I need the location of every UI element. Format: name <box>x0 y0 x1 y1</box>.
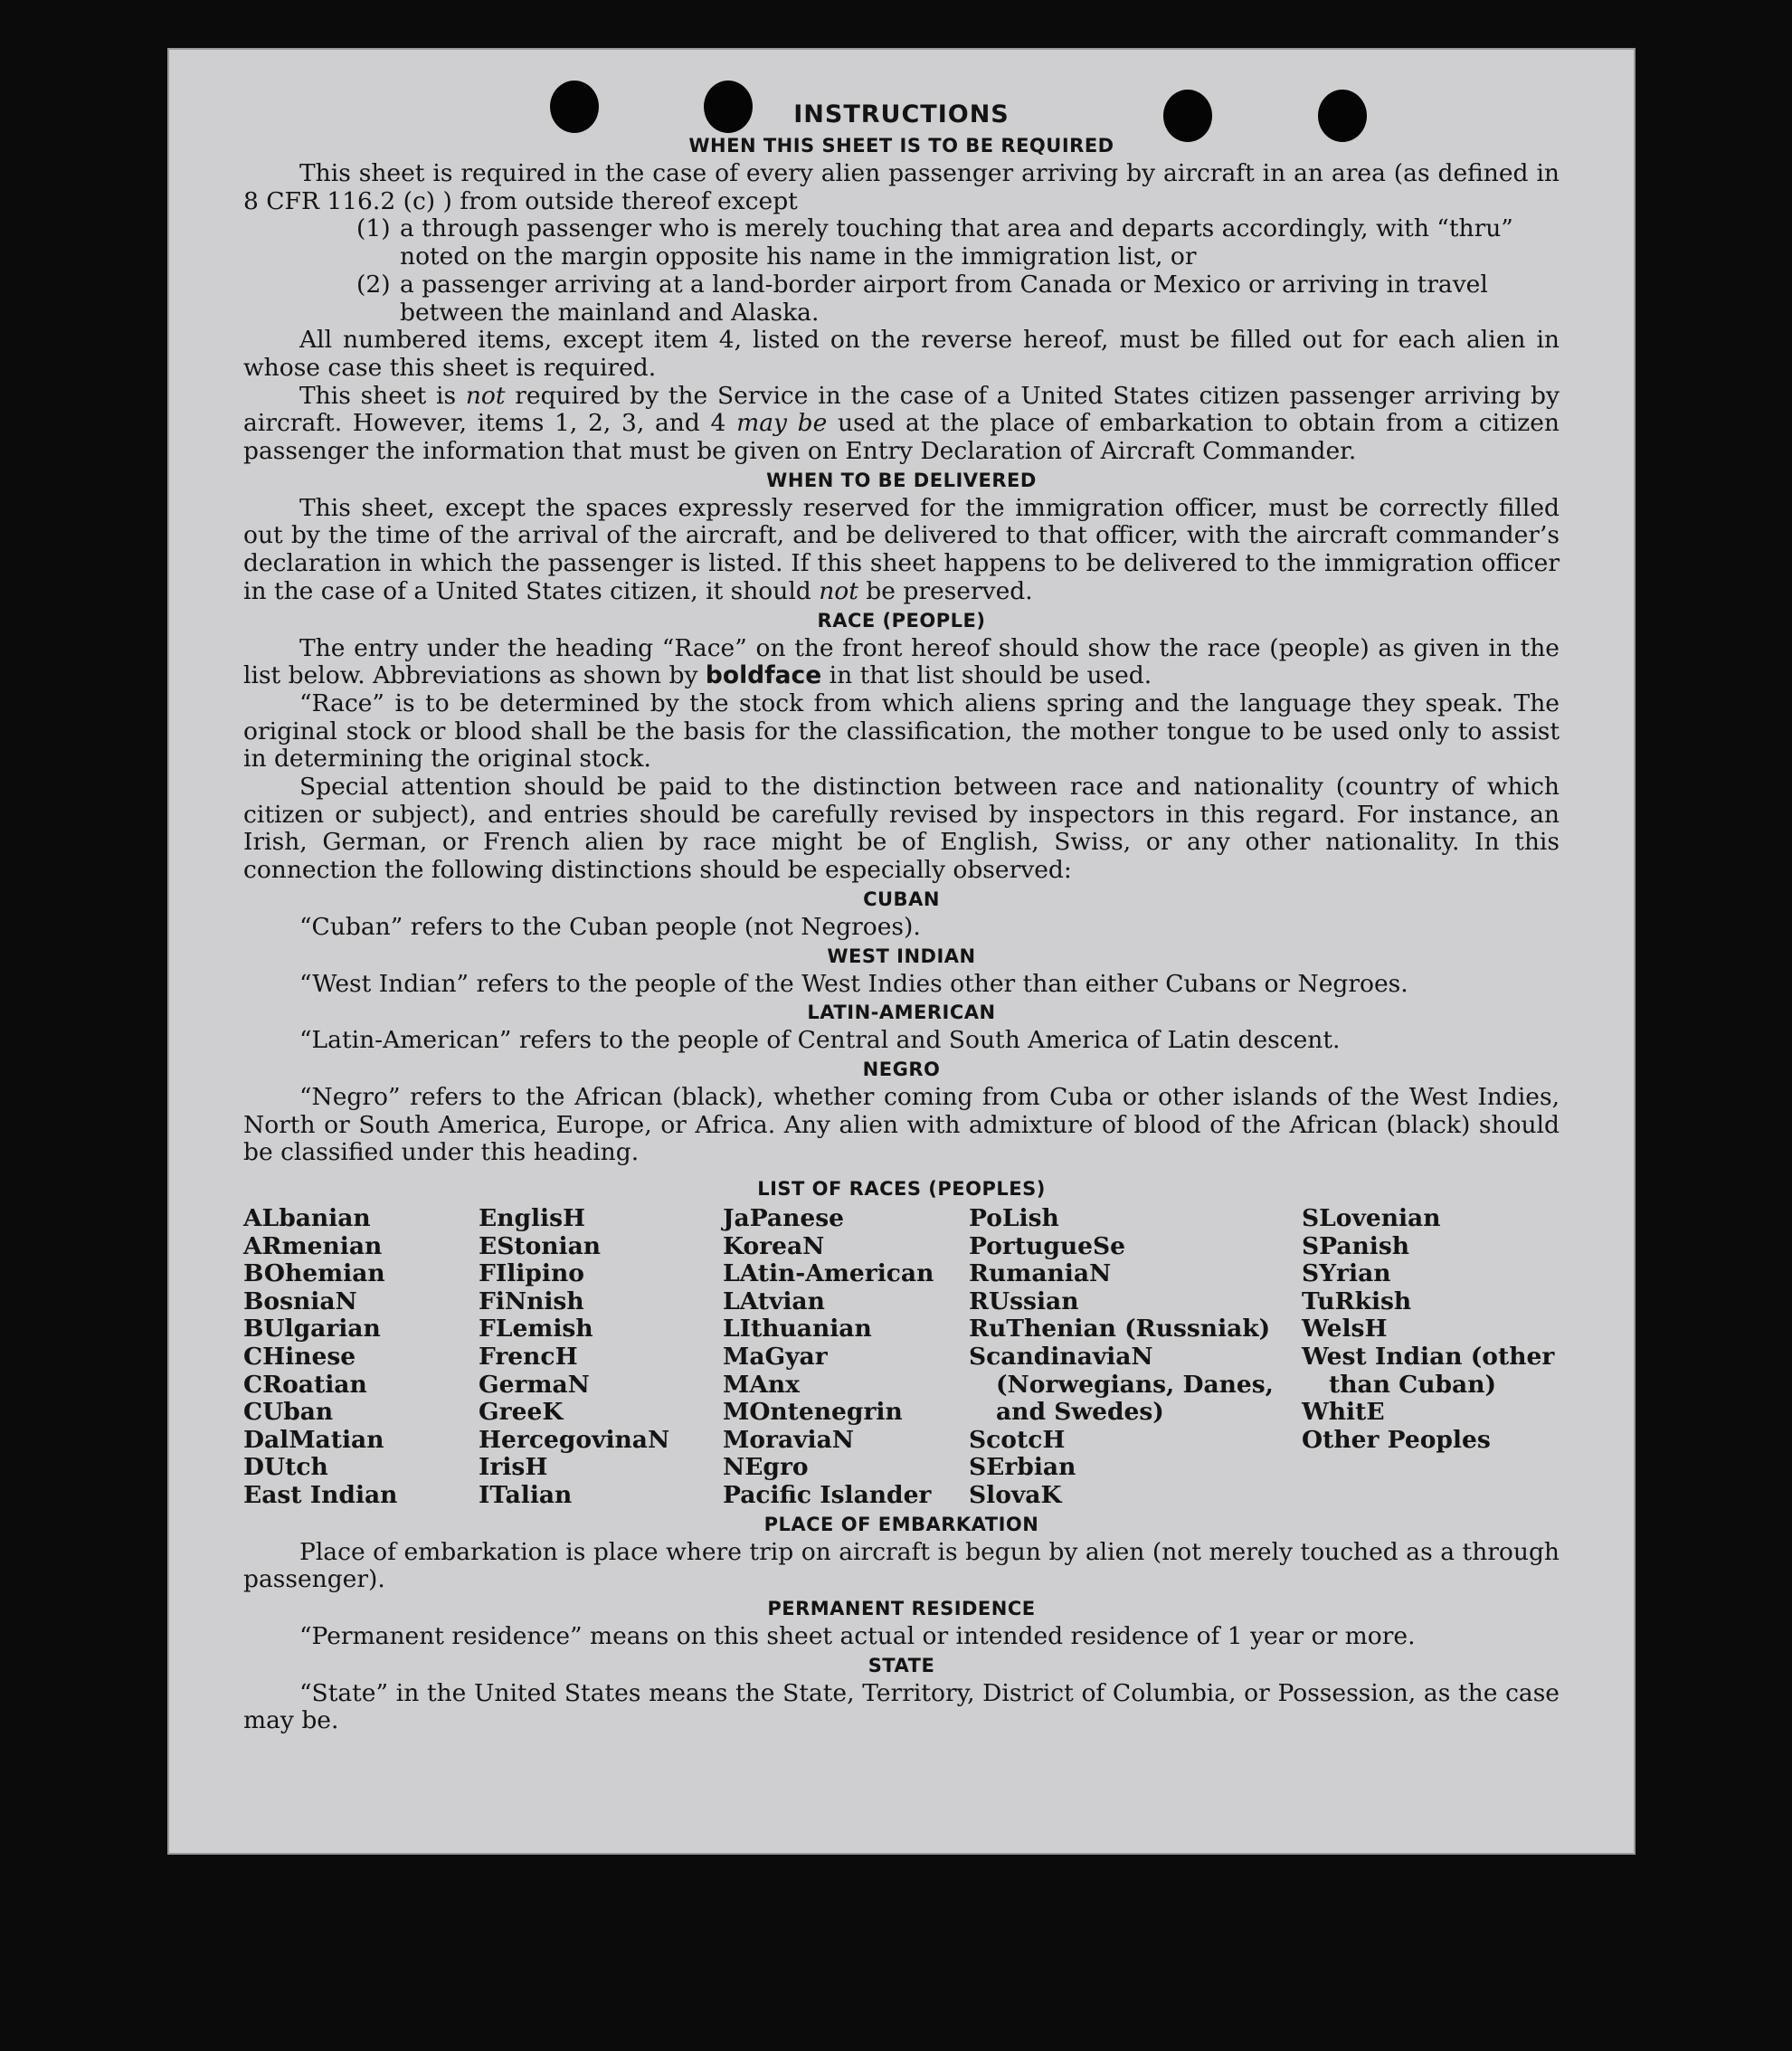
races-column <box>723 1205 969 1510</box>
race-entry: KoreaN <box>723 1231 825 1260</box>
required-paragraph-2: All numbered items, except item 4, listed on the reverse hereof, must be filled out for each alien in whose case this sheet is required. <box>243 326 1560 382</box>
race-entry: PoLish <box>969 1204 1059 1233</box>
race-entry: ScandinaviaN (Norwegians, Danes, and Swedes) <box>969 1343 1274 1427</box>
race-entry: DalMatian <box>243 1425 384 1454</box>
race-entry: CRoatian <box>243 1370 367 1399</box>
race-entry: SErbian <box>969 1453 1076 1482</box>
item-number: (2) <box>356 270 391 299</box>
race-entry: LAtvian <box>723 1287 825 1315</box>
document-sheet <box>167 48 1636 1855</box>
race-paragraph-1: The entry under the heading “Race” on the front hereof should show the race (people) as given in the list below. Abbreviations as shown by boldface in that list should be used. <box>243 633 1560 690</box>
race-entry: WhitE <box>1302 1398 1385 1427</box>
delivered-paragraph: This sheet, except the spaces expressly reserved for the immigration officer, must be correctly filled out by the time of the arrival of the aircraft, and be delivered to that officer, with the aircraft commander’s declaration in which the passenger is listed. If this sheet happens to be delivered to the immigration officer in the case of a United States citizen, it should not be preserved. <box>243 493 1560 605</box>
race-entry: WelsH <box>1302 1315 1388 1344</box>
race-entry: FLemish <box>479 1315 593 1344</box>
races-list <box>243 1205 1560 1510</box>
exception-item <box>243 271 1560 327</box>
residence-text: “Permanent residence” means on this sheet actual or intended residence of 1 year or more. <box>299 1622 1416 1651</box>
race-entry: IrisH <box>479 1453 548 1482</box>
race-entry: ARmenian <box>243 1231 383 1260</box>
race-entry: BOhemian <box>243 1259 385 1288</box>
race-entry: MAnx <box>723 1370 800 1399</box>
race-entry: CHinese <box>243 1343 356 1372</box>
race-entry: West Indian (other than Cuban) <box>1302 1343 1555 1399</box>
race-entry: Other Peoples <box>1302 1425 1491 1454</box>
races-column <box>1302 1205 1560 1510</box>
race-entry: GreeK <box>479 1398 564 1427</box>
race-entry: JaPanese <box>723 1204 845 1233</box>
race-paragraph-3: Special attention should be paid to the distinction between race and nationality (country of which citizen or subject), and entries should be carefully revised by inspectors in this regard. For instance, an Irish, German, or French alien by race might be of English, Swiss, or any other nationality. In this connection the following distinctions should be especially observed: <box>243 773 1560 885</box>
race-entry: SYrian <box>1302 1259 1391 1288</box>
race-entry: TuRkish <box>1302 1287 1412 1315</box>
race-entry: NEgro <box>723 1453 809 1482</box>
section-heading-required: WHEN THIS SHEET IS TO BE REQUIRED <box>688 135 1114 157</box>
race-entry: MOntenegrin <box>723 1398 903 1427</box>
races-column <box>969 1205 1302 1510</box>
section-heading-residence: PERMANENT RESIDENCE <box>767 1598 1036 1620</box>
race-entry: SPanish <box>1302 1231 1410 1260</box>
page-title: INSTRUCTIONS <box>793 100 1010 128</box>
section-heading-state: STATE <box>868 1654 935 1676</box>
race-entry: EStonian <box>479 1231 602 1260</box>
section-heading-west-indian: WEST INDIAN <box>827 945 976 967</box>
race-entry: RUssian <box>969 1287 1079 1315</box>
exception-item <box>243 215 1560 271</box>
section-heading-race: RACE (PEOPLE) <box>817 609 986 631</box>
race-entry: BosniaN <box>243 1287 357 1315</box>
race-entry: FrencH <box>479 1343 578 1372</box>
section-heading-negro: NEGRO <box>862 1058 941 1080</box>
race-entry: East Indian <box>243 1481 398 1510</box>
race-entry: GermaN <box>479 1370 590 1399</box>
race-entry: RuThenian (Russniak) <box>969 1315 1271 1344</box>
cuban-text: “Cuban” refers to the Cuban people (not Negroes). <box>299 912 921 941</box>
race-entry: ScotcH <box>969 1425 1066 1454</box>
state-text: “State” in the United States means the State, Territory, District of Columbia, or Possession, as the case may be. <box>243 1678 1560 1735</box>
required-intro: This sheet is required in the case of every alien passenger arriving by aircraft in an area (as defined in 8 CFR 116.2 (c) ) from outside thereof except <box>243 159 1560 215</box>
race-entry: CUban <box>243 1398 334 1427</box>
item-text: a through passenger who is merely touching that area and departs accordingly, with “thru” noted on the margin opposite his name in the immigration list, or <box>400 214 1513 271</box>
race-entry: FIlipino <box>479 1259 584 1288</box>
item-text: a passenger arriving at a land-border airport from Canada or Mexico or arriving in travel between the mainland and Alaska. <box>400 270 1488 327</box>
race-entry: Pacific Islander <box>723 1481 932 1510</box>
race-entry: DUtch <box>243 1453 328 1482</box>
race-entry: SlovaK <box>969 1481 1062 1510</box>
negro-text: “Negro” refers to the African (black), whether coming from Cuba or other islands of the West Indies, North or South America, Europe, or Africa. Any alien with admixture of blood of the African (black) should be classified under this heading. <box>243 1082 1560 1167</box>
race-entry: FiNnish <box>479 1287 584 1315</box>
race-entry: EnglisH <box>479 1204 586 1233</box>
section-heading-races-list: LIST OF RACES (PEOPLES) <box>757 1178 1046 1201</box>
document-content <box>243 99 1560 1735</box>
embarkation-text: Place of embarkation is place where trip on aircraft is begun by alien (not merely touched as a through passenger). <box>243 1537 1560 1594</box>
race-entry: BUlgarian <box>243 1315 381 1344</box>
section-heading-latin-american: LATIN-AMERICAN <box>807 1002 996 1024</box>
race-entry: LAtin-American <box>723 1259 934 1288</box>
west-indian-text: “West Indian” refers to the people of the West Indies other than either Cubans or Negroes. <box>299 969 1408 998</box>
section-heading-embarkation: PLACE OF EMBARKATION <box>763 1513 1039 1535</box>
section-heading-delivered: WHEN TO BE DELIVERED <box>766 469 1037 491</box>
section-heading-cuban: CUBAN <box>863 888 940 910</box>
race-entry: ITalian <box>479 1481 573 1510</box>
race-entry: RumaniaN <box>969 1259 1112 1288</box>
race-entry: SLovenian <box>1302 1204 1441 1233</box>
races-column <box>243 1205 479 1510</box>
race-entry: MaGyar <box>723 1343 828 1372</box>
race-entry: MoraviaN <box>723 1425 854 1454</box>
race-paragraph-2: “Race” is to be determined by the stock from which aliens spring and the language they speak. The original stock or blood shall be the basis for the classification, the mother tongue to be used only to assist in determining the original stock. <box>243 688 1560 774</box>
race-entry: ALbanian <box>243 1204 371 1233</box>
race-entry: LIthuanian <box>723 1315 872 1344</box>
race-entry: HercegovinaN <box>479 1425 670 1454</box>
race-entry: PortugueSe <box>969 1231 1126 1260</box>
item-number: (1) <box>356 214 391 243</box>
races-column <box>479 1205 723 1510</box>
required-paragraph-3: This sheet is not required by the Service in the case of a United States citizen passenger arriving by aircraft. However, items 1, 2, 3, and 4 may be used at the place of embarkation to obtain from a citizen passenger the information that must be given on Entry Declaration of Aircraft Commander. <box>243 381 1560 466</box>
latin-american-text: “Latin-American” refers to the people of Central and South America of Latin descent. <box>299 1026 1341 1055</box>
